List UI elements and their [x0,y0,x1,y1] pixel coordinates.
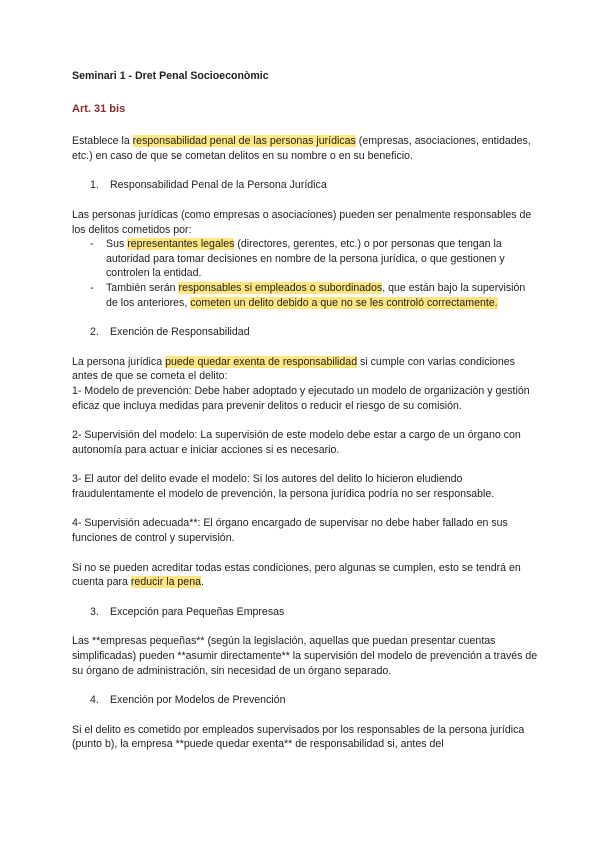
section-1-heading [72,178,540,193]
section-1-list [72,237,540,310]
condition-3: 3- El autor del delito evade el modelo: Si los autores del delito lo hicieron eludiendo fraudulentamente el modelo de prevención, la persona jurídica podría no ser responsable. [72,473,495,500]
bullet-1-post: (directores, gerentes, etc.) o por personas que tengan la autoridad para tomar decisiones en nombre de la persona jurídica, o que gestionen y controlen la entidad. [106,238,505,280]
section-4-title: Exención por Modelos de Prevención [110,694,286,707]
list-item [72,281,540,310]
intro-text-post: (empresas, asociaciones, entidades, etc.) en caso de que se cometan delitos en su nombre o en su beneficio. [72,135,531,162]
list-item [72,237,540,281]
section-2-number: 2. [90,326,99,339]
bullet-2-highlight-1: responsables si empleados o subordinados [178,281,383,294]
section-4-number: 4. [90,694,99,707]
condition-2: 2- Supervisión del modelo: La supervisión de este modelo debe estar a cargo de un órgano con autonomía para actuar e iniciar acciones si es necesario. [72,429,521,456]
section-3-title: Excepción para Pequeñas Empresas [110,605,285,618]
dash-bullet: - [90,281,94,294]
article-heading: Art. 31 bis [72,102,126,115]
bullet-2-highlight-2: cometen un delito debido a que no se les controló correctamente. [190,296,498,309]
dash-bullet: - [90,238,94,251]
intro-text-pre: Establece la [72,135,133,148]
bullet-2-mid: , que están bajo la supervisión de los anteriores, [106,281,526,309]
section-1-paragraph: Las personas jurídicas (como empresas o asociaciones) pueden ser penalmente responsables de los delitos cometidos por: [72,208,532,236]
s2-p2-highlight: reducir la pena [130,576,201,589]
section-4-heading [72,693,540,708]
s2-p1-post: si cumple con varias condiciones antes de que se cometa el delito: [72,355,515,383]
section-2-paragraph [72,355,540,384]
section-3-heading [72,605,540,620]
section-3-number: 3. [90,605,99,618]
section-3-paragraph: Las **empresas pequeñas** (según la legislación, aquellas que puedan presentar cuentas simplificadas) pueden **asumir directamente** la supervisión del modelo de prevención a través de su órgano de administración, sin necesidad de un órgano separado. [72,635,538,677]
bullet-2-pre: También serán [106,281,179,294]
section-2-heading [72,325,540,340]
bullet-1-pre: Sus [106,238,128,251]
intro-highlight: responsabilidad penal de las personas jurídicas [132,135,356,148]
s2-p1-pre: La persona jurídica [72,355,166,368]
document-title: Seminari 1 - Dret Penal Socioeconòmic [72,70,269,82]
section-4-paragraph: Si el delito es cometido por empleados supervisados por los responsables de la persona jurídica (punto b), la empresa **puede quedar exenta** de responsabilidad si, antes del [72,723,525,751]
condition-1: 1- Modelo de prevención: Debe haber adoptado y ejecutado un modelo de organización y gestión eficaz que incluya medidas para prevenir delitos o reducir el riesgo de su comisión. [72,384,530,412]
section-2-title: Exención de Responsabilidad [110,326,250,339]
condition-4: 4- Supervisión adecuada**: El órgano encargado de supervisar no debe haber fallado en sus funciones de control y supervisión. [72,517,508,545]
section-2-closing [72,561,540,590]
s2-p2-pre: Si no se pueden acreditar todas estas condiciones, pero algunas se cumplen, esto se tendrá en cuenta para [72,561,521,589]
section-1-number: 1. [90,179,99,192]
section-1-title: Responsabilidad Penal de la Persona Jurídica [110,179,327,192]
s2-p2-post: . [201,576,204,589]
bullet-1-highlight: representantes legales [127,238,235,251]
intro-paragraph [72,134,540,163]
s2-p1-highlight: puede quedar exenta de responsabilidad [165,355,358,368]
